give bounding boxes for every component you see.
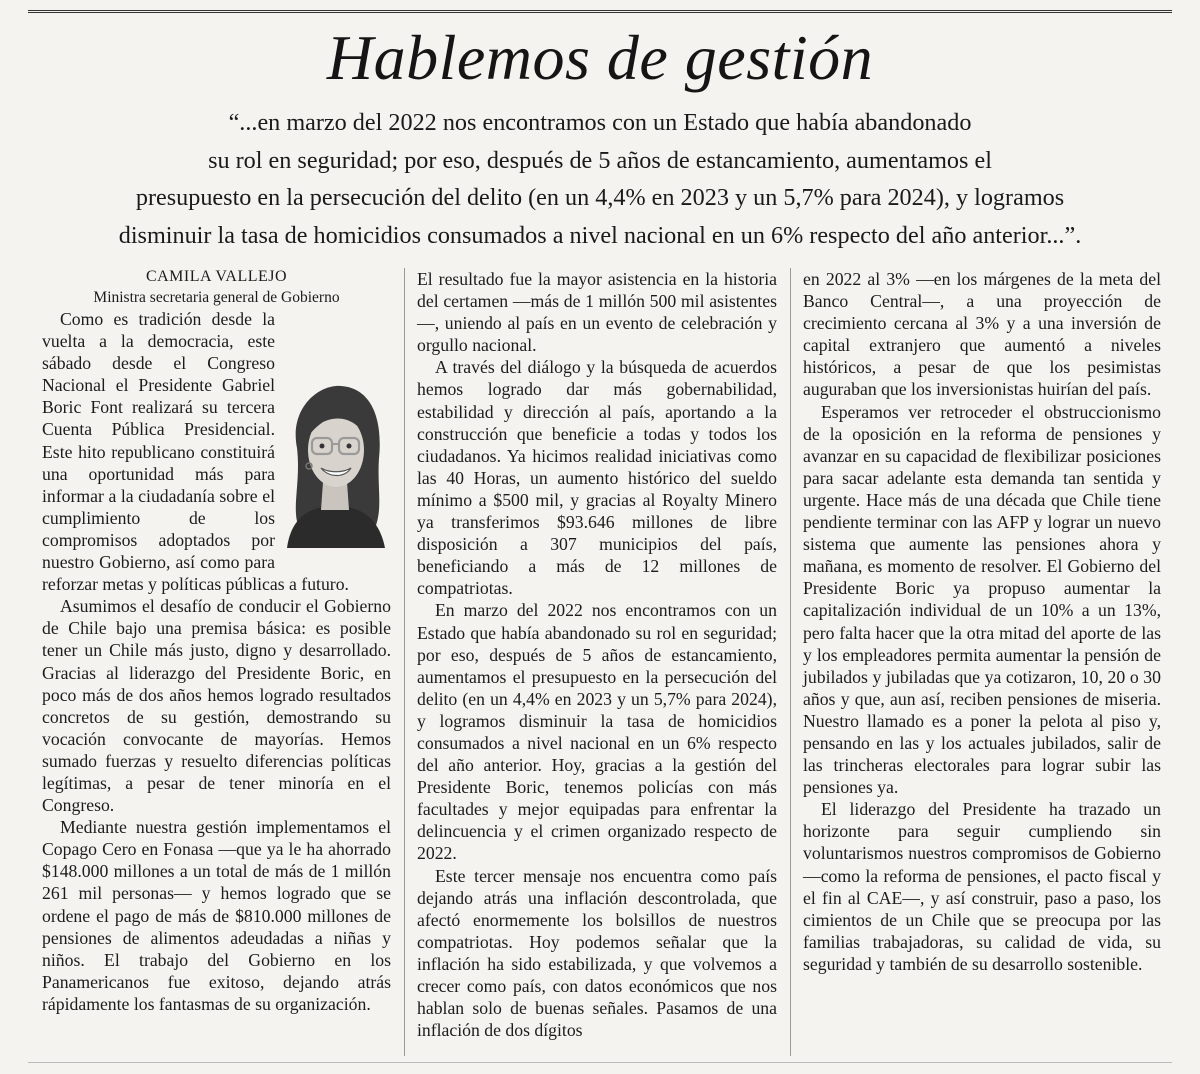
paragraph: Esperamos ver retroceder el obstruccionismo de la oposición en la reforma de pensiones y avanzar en su capacidad de flexibilizar posiciones para sacar adelante esta demanda tan sentida y urgente. Hace más de una década que Chile tiene pendiente terminar con las AFP y lograr un nuevo sistema que aumente las pensiones ahora y mañana, es momento de resolver. El Gobierno del Presidente Boric ya propuso aumentar la capitalización individual de un 10% a un 13%, pero falta hacer que la otra mitad del aporte de las y los empleadores permita aumentar la pensión de jubilados y jubiladas que ya cotizaron, 10, 20 o 30 años y que, aun así, reciben pensiones de miseria. Nuestro llamado es a poner la pelota al piso y, pensando en las y los actuales jubilados, salir de las trincheras electorales para lograr subir las pensiones ya. (803, 401, 1161, 798)
paragraph: A través del diálogo y la búsqueda de acuerdos hemos logrado dar más gobernabilidad, estabilidad y dirección al país, aportando a la construcción que beneficie a todas y todos los ciudadanos. Ya hicimos realidad iniciativas como las 40 Horas, un aumento histórico del sueldo mínimo a $500 mil, y gracias al Royalty Minero ya transferimos $93.646 millones de libre disposición a 307 municipios del país, beneficiando a más de 12 millones de compatriotas. (417, 357, 777, 599)
pull-quote-line: presupuesto en la persecución del delito (en un 4,4% en 2023 y un 5,7% para 2024), y logramos (135, 184, 1065, 211)
paragraph: Como es tradición desde la vuelta a la democracia, este sábado desde el Congreso Nacional el Presidente Gabriel Boric Font realizará su tercera Cuenta Pública Presidencial. Este hito republicano constituirá una oportunidad más para informar a la ciudadanía sobre el cumplimiento de los compromisos adoptados por nuestro Gobierno, así como para reforzar metas y políticas públicas a futuro. (42, 309, 349, 595)
paragraph: en 2022 al 3% —en los márgenes de la meta del Banco Central—, a una proyección de crecimiento cercana al 3% y a una inversión de capital extranjero que aumentó a niveles históricos, a pesar de que los pesimistas auguraban que los inversionistas huirían del país. (803, 269, 1161, 400)
pull-quote-line: “...en marzo del 2022 nos encontramos con un Estado que había abandonado (228, 109, 972, 136)
paragraph: En marzo del 2022 nos encontramos con un Estado que había abandonado su rol en seguridad; por eso, después de 5 años de estancamiento, aumentamos el presupuesto en la persecución del delito (en un 4,4% en 2023 y un 5,7% para 2024), y logramos disminuir la tasa de homicidios consumados a nivel nacional en un 6% respecto del año anterior. Hoy, gracias a la gestión del Presidente Boric, tenemos policías con más facultades y mejor equipadas para enfrentar la delincuencia y el crimen organizado respecto de 2022. (417, 600, 777, 864)
pull-quote-line: su rol en seguridad; por eso, después de 5 años de estancamiento, aumentamos el (208, 146, 992, 174)
top-rule (28, 10, 1172, 13)
bottom-rule (28, 1062, 1172, 1063)
paragraph: El resultado fue la mayor asistencia en la historia del certamen —más de 1 millón 500 mil asistentes—, uniendo al país en un evento de celebración y orgullo nacional. (417, 269, 777, 356)
article-column-2 (417, 268, 777, 1041)
article-column-3 (803, 268, 1161, 975)
paragraph: Este tercer mensaje nos encuentra como país dejando atrás una inflación descontrolada, que afectó enormemente los bolsillos de nuestros compatriotas. Hoy podemos señalar que la inflación ha sido estabilizada, y que volvemos a crecer como país, con datos económicos que nos hablan solo de buenas señales. Pasamos de una inflación de dos dígitos (417, 865, 777, 1041)
paragraph: Mediante nuestra gestión implementamos el Copago Cero en Fonasa —que ya le ha ahorrado $148.000 millones a un total de más de 1 millón 261 mil personas— y hemos logrado que se ordene el pago de más de $810.000 millones de pensiones de alimentos adeudadas a niñas y niños. El trabajo del Gobierno en los Panamericanos fue exitoso, dejando atrás rápidamente los fantasmas de su organización. (42, 817, 391, 1014)
column-divider (404, 268, 405, 1056)
paragraph: El liderazgo del Presidente ha trazado un horizonte para seguir cumpliendo sin voluntarismos nuestros compromisos de Gobierno —como la reforma de pensiones, el pacto fiscal y el fin al CAE—, y así construir, paso a paso, los cimientos de un Chile que se preocupa por las familias trabajadoras, su calidad de vida, su seguridad y también de su desarrollo sostenible. (803, 799, 1161, 974)
author-portrait-illustration (279, 378, 391, 548)
headline: Hablemos de gestión (326, 22, 874, 93)
author-portrait (279, 378, 391, 548)
byline-name: CAMILA VALLEJO (145, 268, 288, 285)
pull-quote-line: disminuir la tasa de homicidios consumados a nivel nacional en un 6% respecto del año anterior...”. (118, 221, 1082, 249)
byline-role: Ministra secretaria general de Gobierno (93, 289, 340, 306)
column-divider (790, 268, 791, 1056)
pull-quote (20, 104, 1180, 254)
paragraph: Asumimos el desafío de conducir el Gobierno de Chile bajo una premisa básica: es posible tener un Chile más justo, digno y desarrollado. Gracias al liderazgo del Presidente Boric, en poco más de dos años hemos logrado resultados concretos de su gestión, demostrando su vocación convocante de mayorías. Hemos sumado fuerzas y resuelto diferencias políticas legítimas, a pesar de tener minoría en el Congreso. (42, 596, 391, 816)
